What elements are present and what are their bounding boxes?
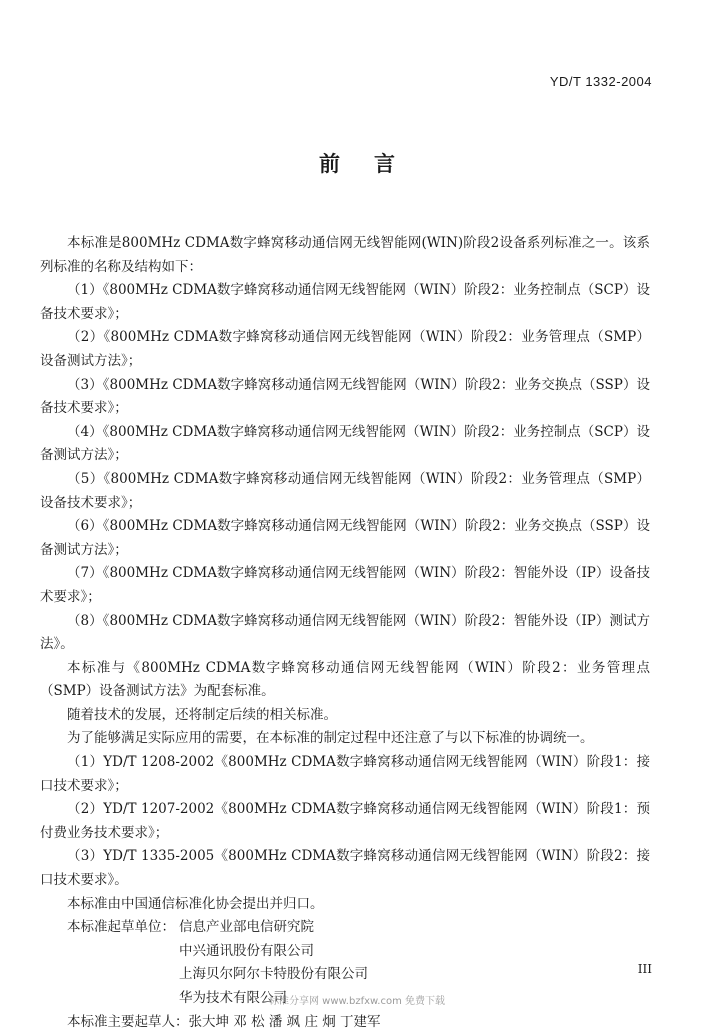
- page-title: 前言: [319, 151, 429, 176]
- watermark: 标准分享网 www.bzfxw.com 免费下载: [269, 996, 445, 1007]
- page-number: III: [637, 962, 652, 976]
- proposer-paragraph: 本标准由中国通信标准化协会提出并归口。: [67, 895, 324, 912]
- related-standard: （2）YD/T 1207-2002《800MHz CDMA数字蜂窝移动通信网无线智能网（WIN）阶段1：预付费业务技术要求》；: [40, 801, 650, 841]
- series-item: （2）《800MHz CDMA数字蜂窝移动通信网无线智能网（WIN）阶段2：业务管理点（SMP）设备测试方法》；: [40, 329, 650, 369]
- series-item: （5）《800MHz CDMA数字蜂窝移动通信网无线智能网（WIN）阶段2：业务管理点（SMP）设备技术要求》；: [40, 470, 650, 511]
- drafting-unit: 华为技术有限公司: [179, 990, 287, 1006]
- standard-code: YD/T 1332-2004: [549, 74, 652, 89]
- series-item: （6）《800MHz CDMA数字蜂窝移动通信网无线智能网（WIN）阶段2：业务交换点（SSP）设备测试方法》；: [40, 518, 650, 558]
- coordination-intro: 为了能够满足实际应用的需要，在本标准的制定过程中还注意了与以下标准的协调统一。: [67, 730, 594, 747]
- main-drafters: 本标准主要起草人：张大坤 邓 松 潘 飒 庄 炯 丁建军: [67, 1013, 381, 1030]
- related-standard: （1）YD/T 1208-2002《800MHz CDMA数字蜂窝移动通信网无线智能网（WIN）阶段1：接口技术要求》；: [40, 754, 650, 794]
- series-item: （1）《800MHz CDMA数字蜂窝移动通信网无线智能网（WIN）阶段2：业务控制点（SCP）设备技术要求》；: [40, 282, 650, 322]
- series-item: （8）《800MHz CDMA数字蜂窝移动通信网无线智能网（WIN）阶段2：智能外设（IP）测试方法》。: [40, 612, 650, 653]
- intro-paragraph: 本标准是800MHz CDMA数字蜂窝移动通信网无线智能网(WIN)阶段2设备系列标准之一。该系列标准的名称及结构如下：: [40, 235, 650, 275]
- foreword-body: [40, 232, 650, 1034]
- drafting-unit: 上海贝尔阿尔卡特股份有限公司: [179, 966, 368, 983]
- future-paragraph: 随着技术的发展，还将制定后续的相关标准。: [67, 706, 337, 723]
- series-item: （7）《800MHz CDMA数字蜂窝移动通信网无线智能网（WIN）阶段2：智能外设（IP）设备技术要求》；: [40, 565, 650, 605]
- series-item: （4）《800MHz CDMA数字蜂窝移动通信网无线智能网（WIN）阶段2：业务控制点（SCP）设备测试方法》；: [40, 423, 650, 464]
- drafting-units-label: 本标准起草单位：: [67, 919, 175, 936]
- series-item: （3）《800MHz CDMA数字蜂窝移动通信网无线智能网（WIN）阶段2：业务交换点（SSP）设备技术要求》；: [40, 376, 650, 417]
- drafting-unit: 信息产业部电信研究院: [179, 919, 314, 936]
- drafting-unit: 中兴通讯股份有限公司: [179, 942, 314, 959]
- companion-paragraph: 本标准与《800MHz CDMA数字蜂窝移动通信网无线智能网（WIN）阶段2：业务管理点（SMP）设备测试方法》为配套标准。: [40, 659, 650, 700]
- related-standard: （3）YD/T 1335-2005《800MHz CDMA数字蜂窝移动通信网无线智能网（WIN）阶段2：接口技术要求》。: [40, 848, 650, 889]
